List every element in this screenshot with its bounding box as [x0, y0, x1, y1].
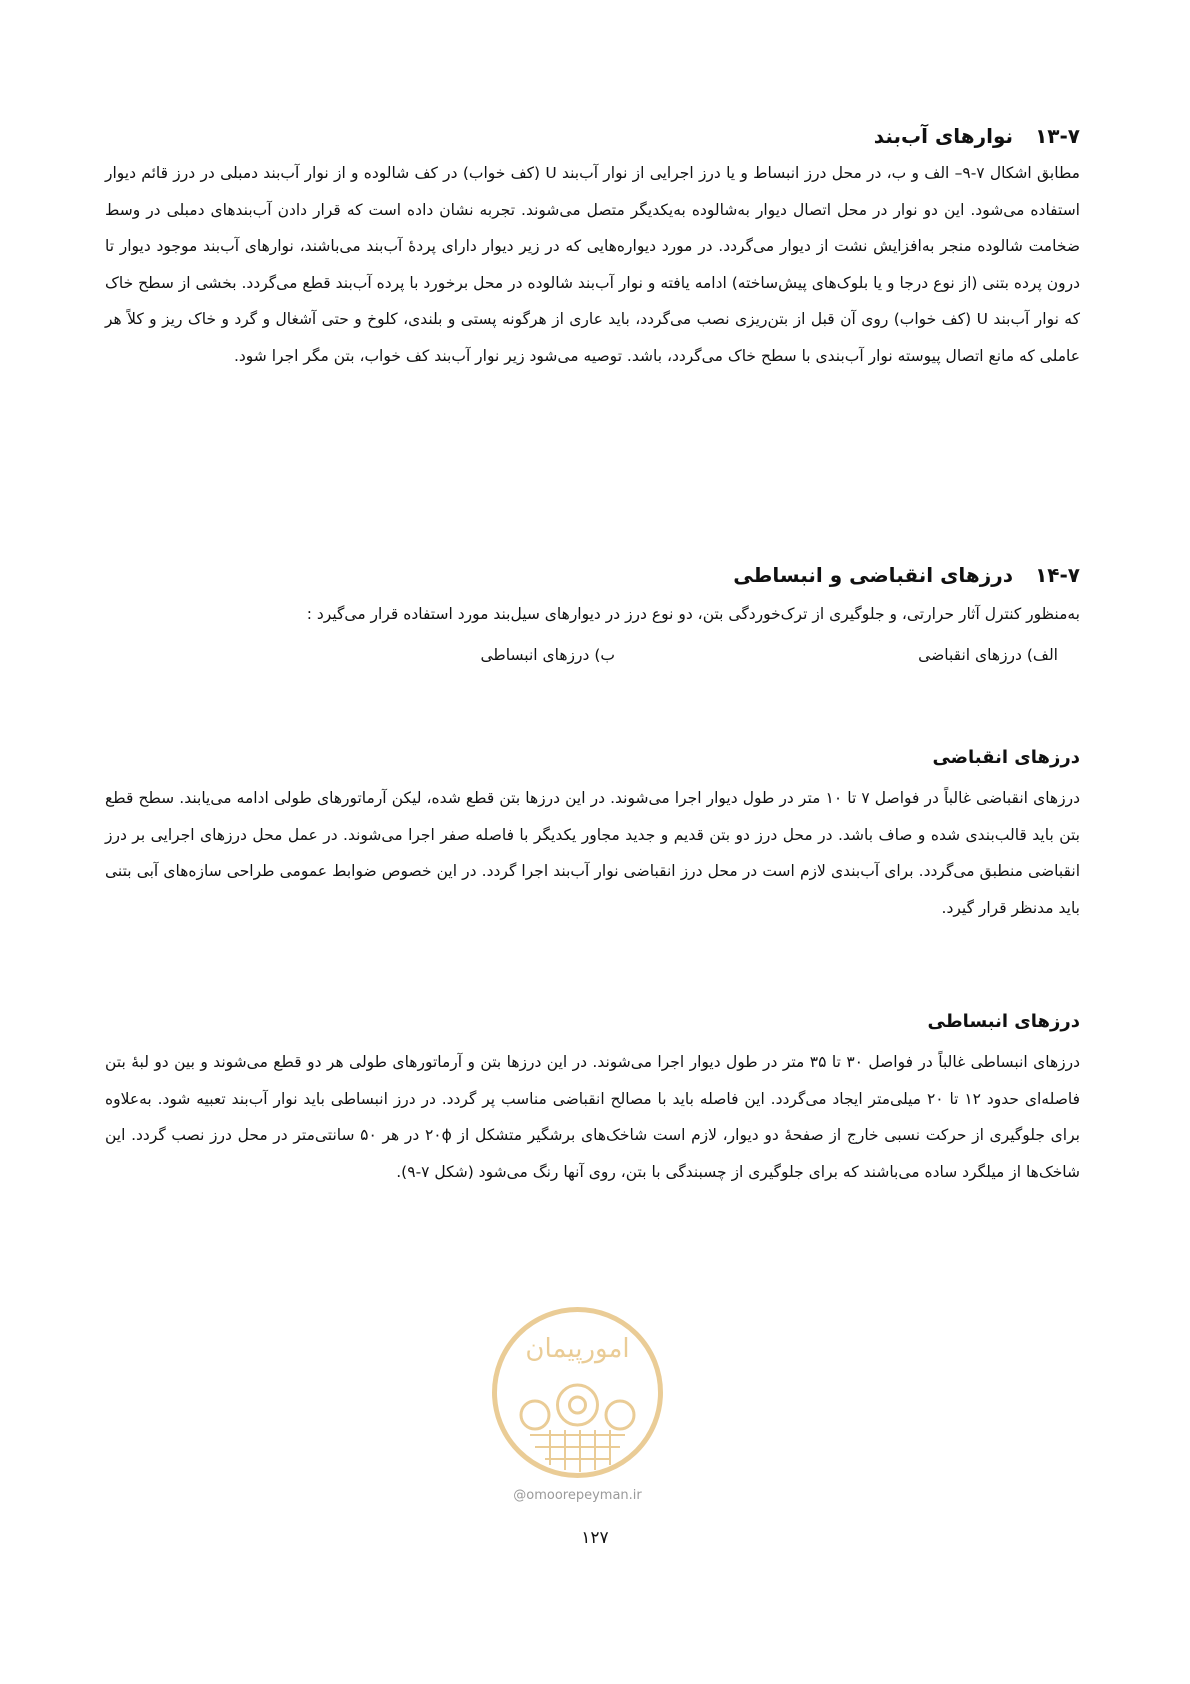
- section-14: [105, 561, 1080, 670]
- section-14-number: ۱۴-۷: [1035, 563, 1080, 587]
- contraction-joints-body: درزهای انقباضی غالباً در فواصل ۷ تا ۱۰ متر در طول دیوار اجرا می‌شوند. در این درزها بتن قطع شده، لیکن آرماتورهای طولی ادامه می‌یابند. سطح قطع بتن باید قالب‌بندی شده و صاف باشد. در محل درز دو بتن قدیم و جدید مجاور یکدیگر با فاصله صفر اجرا می‌شوند. در عمل محل درزهای اجرایی بر درز انقباضی منطبق می‌گردد. برای آب‌بندی لازم است در محل درز انقباضی نوار آب‌بند اجرا گردد. در این خصوص ضوابط عمومی طراحی سازه‌های آبی بتنی باید مدنظر قرار گیرد.: [105, 789, 1080, 917]
- section-13-body: مطابق اشکال ۷-۹– الف و ب، در محل درز انبساط و یا درز اجرایی از نوار آب‌بند U (کف خواب) در کف شالوده و از نوار آب‌بند دمبلی در درز قائم دیوار استفاده می‌شود. این دو نوار در محل اتصال دیوار به‌شالوده به‌یکدیگر متصل می‌شوند. تجربه نشان داده است که قرار دادن آب‌بندهای دمبلی در وسط ضخامت شالوده منجر به‌افزایش نشت از دیوار می‌گردد. در مورد دیواره‌هایی که در زیر دیوار دارای پردهٔ آب‌بند می‌باشند، نوارهای آب‌بند موجود دیوار تا درون پرده بتنی (از نوع درجا و یا بلوک‌های پیش‌ساخته) ادامه یافته و نوار آب‌بند شالوده در محل برخورد با پرده آب‌بند قطع می‌گردد. بخشی از سطح خاک که نوار آب‌بند U (کف خواب) روی آن قبل از بتن‌ریزی نصب می‌گردد، باید عاری از هرگونه پستی و بلندی، کلوخ و حتی آشغال و گرد و خاک ریز و کلاً هر عاملی که مانع اتصال پیوسته نوار آب‌بندی با سطح خاک می‌گردد، باشد. توصیه می‌شود زیر نوار آب‌بند کف خواب، بتن مگر اجرا شود.: [105, 164, 1080, 365]
- section-13-title: نوارهای آب‌بند: [873, 124, 1014, 148]
- expansion-joints-body: درزهای انبساطی غالباً در فواصل ۳۰ تا ۳۵ متر در طول دیوار اجرا می‌شوند. در این درزها بتن و آرماتورهای طولی هر دو قطع می‌شوند و بین دو لبهٔ بتن فاصله‌ای حدود ۱۲ تا ۲۰ میلی‌متر ایجاد می‌گردد. این فاصله باید با مصالح انقباضی مناسب پر گردد. در درز انبساطی باید نوار آب‌بند تعبیه شود. به‌علاوه برای جلوگیری از حرکت نسبی خارج از صفحهٔ دو دیوار، لازم است شاخک‌های برشگیر متشکل از ۲۰ϕ در هر ۵۰ سانتی‌متر در محل درز نصب گردد. این شاخک‌ها از میلگرد ساده می‌باشند که برای جلوگیری از چسبندگی با بتن، روی آنها رنگ می‌شود (شکل ۷-۹).: [105, 1053, 1080, 1181]
- section-13-heading: [105, 122, 1080, 150]
- section-13-number: ۱۳-۷: [1035, 124, 1080, 148]
- joint-type-b: ب) درزهای انبساطی: [480, 646, 615, 664]
- section-13: [105, 122, 1080, 374]
- joint-types-list: [105, 640, 1080, 670]
- watermark-gear-icon: [521, 1385, 634, 1429]
- contraction-joints-heading: درزهای انقباضی: [932, 747, 1080, 768]
- watermark-logo: [490, 1305, 665, 1480]
- expansion-joints-heading: درزهای انبساطی: [927, 1011, 1080, 1032]
- watermark-logo-text: امورپیمان: [525, 1334, 630, 1364]
- watermark-caption: @omoorepeyman.ir: [513, 1488, 642, 1503]
- watermark-grid-icon: [530, 1430, 625, 1472]
- expansion-joints: [105, 1009, 1080, 1190]
- joint-type-a: الف) درزهای انقباضی: [918, 646, 1058, 664]
- section-14-title: درزهای انقباضی و انبساطی: [733, 563, 1014, 587]
- section-14-heading: [105, 561, 1080, 589]
- contraction-joints: [105, 745, 1080, 926]
- section-14-intro: به‌منظور کنترل آثار حرارتی، و جلوگیری از ترک‌خوردگی بتن، دو نوع درز در دیوارهای سیل‌بند مورد استفاده قرار می‌گیرد :: [306, 605, 1080, 623]
- page-number: ۱۲۷: [581, 1528, 609, 1548]
